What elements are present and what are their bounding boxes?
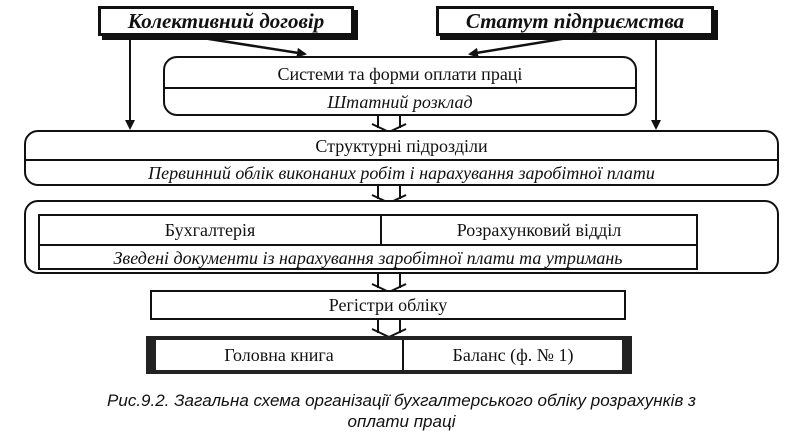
arrow-right-diag [470,36,580,54]
structural-units-block [24,130,779,186]
enterprise-charter-label: Статут підприємства [465,8,685,33]
ledger-balance-frame [146,336,632,374]
accounting-dept-cell: Бухгалтерія [164,219,256,240]
departments-table [38,214,698,270]
collective-agreement-box [98,6,354,36]
settlement-dept-cell: Розрахунковий відділ [456,219,622,240]
collective-agreement-label: Колективний договір [127,8,325,33]
primary-accounting-label: Первинний облік виконаних робіт і нарахування заробітної плати [148,162,655,183]
summary-documents-label: Зведені документи із нарахування заробітної плати та утримань [113,247,623,268]
accounting-registers-box [150,290,626,320]
staff-schedule-label: Штатний розклад [327,92,473,112]
arrow-left-diag [190,36,305,54]
accounting-departments-block [24,200,779,274]
payment-systems-label: Системи та форми оплати праці [277,63,523,84]
payment-systems-block [163,56,637,116]
accounting-registers-label: Регістри обліку [328,294,448,315]
figure-caption-line2: оплати праці [347,412,456,431]
connector-4-5 [372,318,406,337]
structural-units-label: Структурні підрозділи [315,135,488,156]
enterprise-charter-box [436,6,714,36]
figure-caption-line1: Рис.9.2. Загальна схема організації бухгалтерського обліку розрахунків з [107,391,696,410]
general-ledger-cell: Головна книга [224,344,334,365]
balance-sheet-cell: Баланс (ф. № 1) [452,344,574,365]
